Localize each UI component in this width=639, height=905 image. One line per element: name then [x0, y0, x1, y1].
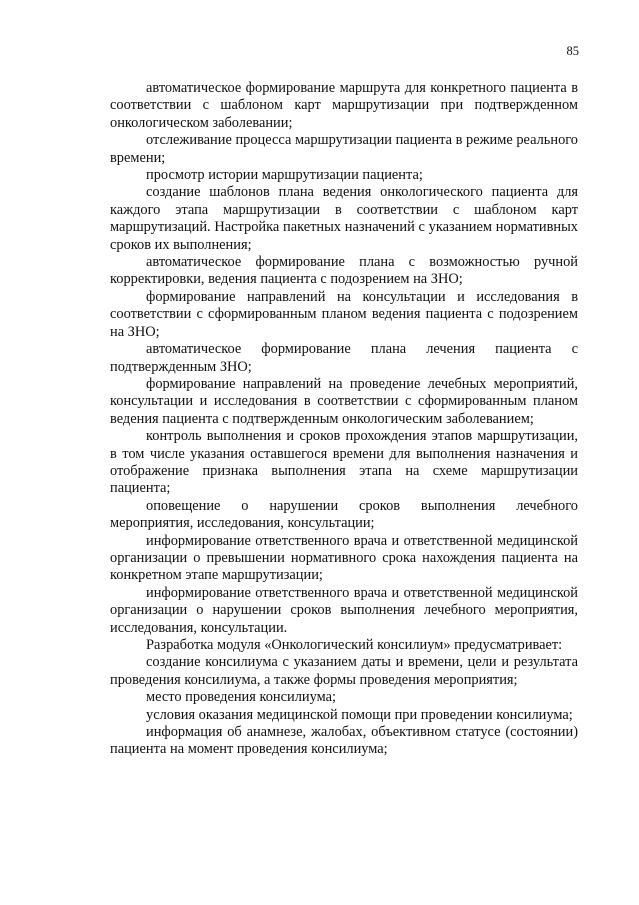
paragraph: оповещение о нарушении сроков выполнения лечебного мероприятия, исследования, консультации;	[110, 497, 578, 532]
paragraph: автоматическое формирование плана лечения пациента с подтвержденным ЗНО;	[110, 341, 578, 375]
paragraph: формирование направлений на консультации и исследования в соответствии с сформированным планом ведения пациента с подозрением на ЗНО;	[110, 288, 578, 340]
paragraph: просмотр истории маршрутизации пациента;	[146, 167, 423, 184]
paragraph: информация об анамнезе, жалобах, объективном статусе (состоянии) пациента на момент проведения консилиума;	[110, 724, 578, 758]
paragraph: информирование ответственного врача и ответственной медицинской организации о нарушении сроков выполнения лечебного мероприятия, исследования, консультации.	[110, 584, 578, 636]
paragraph: создание консилиума с указанием даты и времени, цели и результата проведения консилиума, а также формы проведения мероприятия;	[110, 654, 578, 688]
page-number: 85	[566, 44, 579, 58]
paragraph: информирование ответственного врача и ответственной медицинской организации о превышении нормативного срока нахождения пациента на конкретном этапе маршрутизации;	[110, 532, 578, 584]
paragraph: формирование направлений на проведение лечебных мероприятий, консультации и исследования в соответствии с сформированным планом ведения пациента с подтвержденным онкологическим заболеванием;	[110, 375, 578, 427]
paragraph: отслеживание процесса маршрутизации пациента в режиме реального времени;	[110, 132, 578, 166]
paragraph: Разработка модуля «Онкологический консилиум» предусматривает:	[146, 637, 563, 653]
paragraph: место проведения консилиума;	[146, 689, 336, 706]
paragraph: условия оказания медицинской помощи при проведении консилиума;	[146, 706, 573, 723]
paragraph: создание шаблонов плана ведения онкологического пациента для каждого этапа маршрутизации в соответствии с шаблоном карт маршрутизаций. Настройка пакетных назначений с указанием нормативных сроков их выполнения;	[110, 184, 578, 253]
document-body	[110, 80, 578, 759]
paragraph: автоматическое формирование маршрута для конкретного пациента в соответствии с шаблоном карт маршрутизации при подтвержденном онкологическом заболевании;	[110, 80, 578, 131]
paragraph: контроль выполнения и сроков прохождения этапов маршрутизации, в том числе указания оставшегося времени для выполнения назначения и отображение признака выполнения этапа на схеме маршрутизации пациента;	[110, 428, 578, 497]
paragraph: автоматическое формирование плана с возможностью ручной корректировки, ведения пациента с подозрением на ЗНО;	[110, 254, 578, 288]
